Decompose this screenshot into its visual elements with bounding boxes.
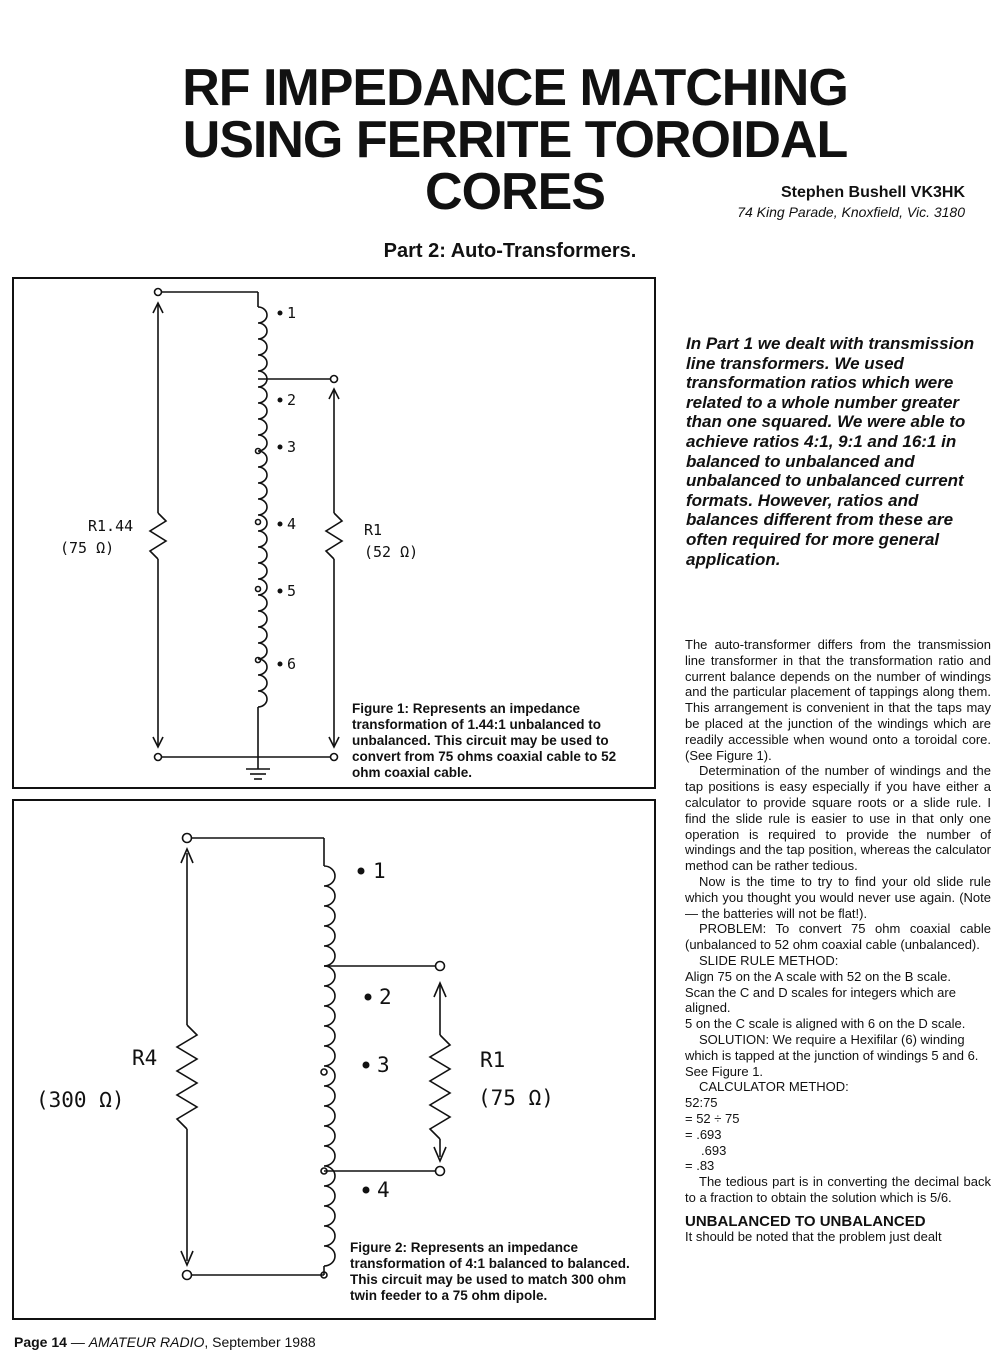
tap-label-1: 1 (373, 859, 386, 883)
figure-2-caption: Figure 2: Represents an impedance transformation of 4:1 balanced to balanced. This circuit may be used to match 300 ohm twin feeder to a 75 ohm dipole. (350, 1240, 630, 1303)
title-line-2: USING FERRITE TOROIDAL (182, 111, 848, 169)
page-footer (14, 1334, 316, 1350)
tap-dot-6 (278, 662, 283, 667)
tap-label-3: 3 (377, 1053, 390, 1077)
tap-dot-1 (278, 311, 283, 316)
tap-label-4: 4 (377, 1178, 390, 1202)
tap-dot-2 (278, 398, 283, 403)
tap-dot-1 (358, 868, 365, 875)
body-paragraph: Scan the C and D scales for integers which are aligned. (685, 984, 956, 1016)
calc-line: = .83 (685, 1158, 715, 1174)
author-address: 74 King Parade, Knoxfield, Vic. 3180 (737, 204, 965, 220)
body-paragraph: The auto-transformer differs from the transmission line transformer in that the transformation ratio and current balance depends on the number of windings and the particular placement of tappings along them. This arrangement is convenient in that the taps may be placed at the junction of the windings which are readily accessible when wound onto a toroidal core. (See Figure 1). (685, 637, 991, 763)
title-line-1: RF IMPEDANCE MATCHING (182, 59, 848, 117)
author-name: Stephen Bushell VK3HK (780, 184, 965, 201)
body-paragraph: The tedious part is in converting the decimal back to a fraction to obtain the solution which is 5/6. (685, 1174, 991, 1205)
body-paragraph: SLIDE RULE METHOD: (699, 952, 839, 968)
tap-dot-5 (278, 589, 283, 594)
tap-dot-4 (278, 522, 283, 527)
tap-label-2: 2 (379, 985, 392, 1009)
footer-sep: — (66, 1334, 89, 1350)
body-paragraph: Determination of the number of windings and the tap positions is easy especially if you have either a calculator to provide square roots or a slide rule. I find the slide rule is easier to use in that only one operation is required to provide the number of windings and the tap position, whereas the calculator method can be rather tedious. (685, 763, 991, 874)
tap-dot-3 (363, 1062, 370, 1069)
article-subtitle: Part 2: Auto-Transformers. (383, 240, 637, 262)
intro-paragraph: In Part 1 we dealt with transmission line transformers. We used transformation ratios which were related to a whole number greater than one squared. We were able to achieve ratios 4:1, 9:1 and 16:1 in balanced to unbalanced and unbalanced to unbalanced current formats. However, ratios and balances different from these are often required for more general application. (686, 334, 975, 569)
tap-label-1: 1 (287, 304, 297, 322)
calc-line: = .693 (685, 1126, 722, 1142)
article-body (685, 637, 991, 1245)
left-resistor-label: R4 (132, 1046, 158, 1070)
figure-2 (12, 799, 656, 1320)
body-paragraph: Now is the time to try to find your old slide rule which you thought you would never use again. (Note — the batteries will not be flat!). (685, 873, 991, 921)
footer-magazine: AMATEUR RADIO (88, 1334, 205, 1350)
tap-label-5: 5 (287, 582, 297, 600)
figure-1 (12, 277, 656, 789)
tap-dot-4 (363, 1187, 370, 1194)
right-resistor-value: (52 Ω) (364, 543, 419, 561)
right-resistor-value: (75 Ω) (478, 1086, 554, 1110)
left-resistor-label: R1.44 (88, 517, 134, 535)
body-paragraph: SOLUTION: We require a Hexifilar (6) winding which is tapped at the junction of windings 5 and 6. See Figure 1. (685, 1031, 979, 1079)
calc-line: .693 (701, 1142, 727, 1158)
tap-label-3: 3 (287, 438, 297, 456)
body-paragraph: Align 75 on the A scale with 52 on the B scale. (685, 968, 951, 984)
body-paragraph: 5 on the C scale is aligned with 6 on the D scale. (685, 1016, 966, 1032)
tap-label-2: 2 (287, 391, 297, 409)
body-paragraph: It should be noted that the problem just dealt (685, 1229, 942, 1245)
body-paragraph: PROBLEM: To convert 75 ohm coaxial cable (unbalanced to 52 ohm coaxial cable (unbalanced). (685, 921, 991, 953)
tap-label-4: 4 (287, 515, 297, 533)
left-resistor-value: (300 Ω) (36, 1088, 125, 1112)
title-line-3: CORES (425, 163, 605, 221)
right-resistor-label: R1 (364, 521, 383, 539)
author-block (700, 184, 965, 220)
footer-date: , September 1988 (204, 1334, 316, 1350)
tap-label-6: 6 (287, 655, 297, 673)
calc-line: = 52 ÷ 75 (685, 1110, 740, 1126)
tap-dot-3 (278, 445, 283, 450)
body-paragraph: CALCULATOR METHOD: (699, 1079, 849, 1095)
footer-page: Page 14 (14, 1334, 67, 1350)
tap-dot-2 (365, 994, 372, 1001)
right-resistor-label: R1 (480, 1048, 506, 1072)
figure-1-caption: Figure 1: Represents an impedance transformation of 1.44:1 unbalanced to unbalanced. This circuit may be used to convert from 75 ohms coaxial cable to 52 ohm coaxial cable. (352, 701, 617, 780)
section-heading: UNBALANCED TO UNBALANCED (685, 1212, 926, 1230)
calc-line: 52:75 (685, 1095, 718, 1111)
left-resistor-value: (75 Ω) (60, 539, 115, 557)
